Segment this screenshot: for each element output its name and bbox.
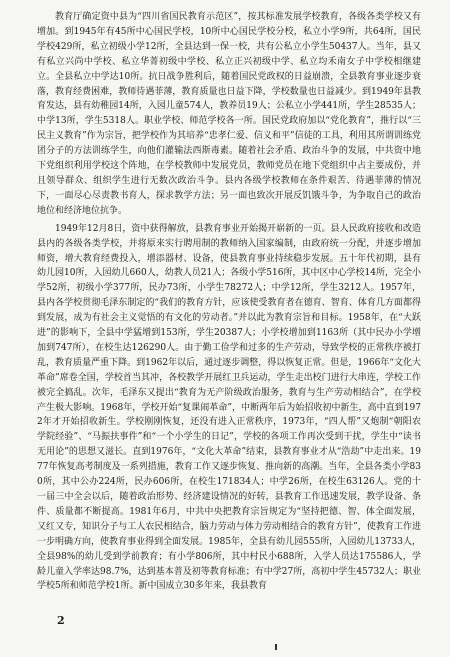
body-text <box>37 10 421 594</box>
page-number: 2 <box>57 614 65 627</box>
paragraph-1: 教育厅确定资中县为“四川省国民教育示范区”，按其标准发展学校教育，各级各类学校又有增加。到1945年有45所中心国民学校，10所中心国民学校分校，私立小学9所，共64所，国民学校429所，私立初级小学12所，全县达到一保一校，共有公私立小学生50437人。当年，县又有私立兴尚中学校、私立华菁初级中学校、私立正兴初级中学、私立均禾南女子中学校相继建立。全县私立中学达10所。抗日战争胜利后，随着国民党政权的日益崩溃，全县教育事业逐步衰落，教育经费困难，教师待遇菲薄，教育质量也日益下降，学校数量也日益减少。到1949年县教育发达，县有幼稚园14所，入园儿童574人，教养员19人；公私立小学441所，学生28535人；中学13所，学生5318人。职业学校、师范学校各一所。国民党政府加以“党化教育”，推行以“三民主义教育”作为宗旨，把学校作为其培养“忠孝仁爱、信义和平”信徒的工具，利用其所谓训练党团分子的方法训练学生，向他们灌输法西斯毒素。随着社会矛盾、政治斗争的发展，中共资中地下党组织利用学校这个阵地，在学校教师中发展党员，教师党员在地下党组织中占主要成份，并且领导群众、组织学生进行无数次政治斗争。县内各级学校教师在条件艰苦、待遇菲薄的情况下，一面尽心尽责教书育人，探求教学方法；另一面也致次开展反饥饿斗争，为争取自己的政治地位和经济地位抗争。 <box>37 12 421 216</box>
bottom-mark <box>275 644 277 650</box>
paragraph-2: 1949年12月8日，资中获得解放，县教育事业开始揭开崭新的一页。县人民政府接收和改造县内的各级各类学校，并将原来实行聘用制的教师纳入国家编制，由政府统一分配，并逐步增加师资，增大教育经费投入，增添器材、设备，使县教育事业持续稳步发展。五十年代初期，县有幼儿园10所，入园幼儿660人，幼教人员21人；各级小学516所，其中区中心学校14所，完全小学52所，初级小学377所，民办73所，小学生78272人；中学12所，学生3212人。1957年，县内各学校贯彻毛泽东制定的“我们的教育方针，应该使受教育者在德育、智育、体育几方面都得到发展，成为有社会主义觉悟的有文化的劳动者。”并以此为教育宗旨和目标。1958年，在“大跃进”的影响下，全县中学猛增到153所，学生20387人；小学校增加到1163所（其中民办小学增加到747所），在校生达126290人。由于勤工俭学和过多的生产劳动，导致学校的正常秩序被打乱，教育质量严重下降。到1962年以后，通过逐步调整，得以恢复正常。但是，1966年“文化大革命”席卷全国，学校首当其冲，各校教学开展红卫兵运动，学生走出校门进行大串连，学校工作被完全搞乱。次年，毛泽东又提出“教育为无产阶级政治服务，教育与生产劳动相结合”，在学校产生极大影响。1968年，学校开始“复课闹革命”，中断两年后为始招收初中新生，高中直到1972年才开始招收新生。学校刚刚恢复，还没有进入正常秩序，1973年，“四人帮”又炮制“朝阳农学院经验”、“马振扶事件”和“一个小学生的日记”，学校的各项工作再次受到干扰，学生中“读书无用论”的思想又滋长。直到1976年，“文化大革命”结束，县教育事业才从“浩劫”中走出来。1977年恢复高考制度及一系列措施，教育工作又逐步恢复、推向新的高潮。当年，全县各类小学830所，其中公办224所，民办606所，在校生171834人；中学26所，在校生63126人。党的十一届三中全会以后，随着政治形势、经济建设情况的好转，县教育工作迅速发展，教学设备、条件、质量都不断提高。1981年6月，中共中央把教育宗旨规定为“坚持把德、智、体全面发展，又红又专，知识分子与工人农民相结合，脑力劳动与体力劳动相结合的教育方针”，使教育工作进一步明确方向，使教育事业得到全面发展。1985年，全县有幼儿园555所，入园幼儿13733人，全县98%的幼儿受到学前教育；有小学806所，其中村民小688所，入学人员达175586人，学龄儿童入学率达98.7%，达到基本普及初等教育标准；有中学27所，高初中学生45732人；职业学校5所和师范学校1所。新中国成立30多年来，我县教育 <box>37 223 421 592</box>
